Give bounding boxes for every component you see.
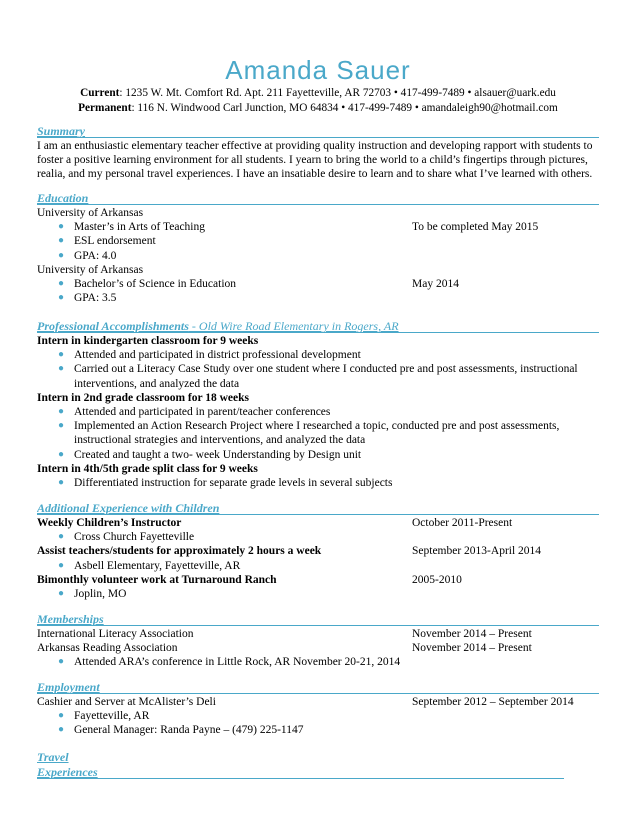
bullet-icon: ●	[58, 476, 65, 488]
list-item: ● ESL endorsement	[58, 235, 156, 248]
contact-permanent	[37, 101, 599, 115]
intern-title: Intern in 4th/5th grade split class for 9 weeks	[37, 462, 258, 475]
section-heading	[37, 191, 599, 206]
permanent-label: Permanent	[78, 102, 132, 114]
date: November 2014 – Present	[412, 628, 532, 640]
section-heading	[37, 750, 564, 765]
section-heading	[37, 612, 599, 627]
travel-heading-line1: Travel	[37, 750, 69, 764]
employment-section	[37, 680, 599, 738]
bullet-icon: ●	[58, 420, 65, 432]
intern-title: Intern in 2nd grade classroom for 18 weeks	[37, 391, 250, 404]
bullet-icon: ●	[58, 363, 65, 375]
professional-heading: Professional Accomplishments	[37, 319, 189, 333]
date: September 2013-April 2014	[412, 545, 542, 558]
bullet-icon: ●	[58, 221, 65, 233]
bullet-icon: ●	[58, 559, 65, 571]
list-item: ● Cross Church Fayetteville	[58, 531, 195, 544]
job-row: Assist teachers/students for approximately 2 hours a week September 2013-April 2014	[37, 545, 542, 558]
list-item: ● Asbell Elementary, Fayetteville, AR	[58, 559, 241, 572]
bullet-icon: ●	[58, 292, 65, 304]
job-row: Weekly Children’s Instructor October 2011-Present	[37, 517, 513, 529]
travel-section	[37, 750, 564, 780]
current-label: Current	[80, 87, 120, 99]
section-heading	[37, 765, 564, 780]
job-row: Bimonthly volunteer work at Turnaround Ranch 2005-2010	[37, 573, 462, 586]
education-heading: Education	[37, 191, 89, 205]
bullet-icon: ●	[58, 656, 65, 668]
list-item: ● Bachelor’s of Science in Education May 2014	[58, 277, 459, 290]
school-name: University of Arkansas	[37, 263, 144, 276]
date: To be completed May 2015	[412, 221, 539, 234]
professional-section	[37, 319, 599, 490]
summary-line: foster a positive learning environment for all students. I yearn to bring the world to a child’s fingertips through pictures,	[37, 154, 588, 167]
date: 2005-2010	[412, 573, 462, 586]
summary-line: realia, and my personal travel experiences. I have an insatiable desire to learn and to share what I’ve learned with others.	[37, 168, 593, 181]
summary-heading: Summary	[37, 124, 86, 138]
list-item: ● Master’s in Arts of Teaching To be completed May 2015	[58, 221, 539, 234]
section-heading	[37, 319, 599, 334]
date: November 2014 – Present	[412, 642, 532, 655]
candidate-name: Amanda Sauer	[225, 55, 411, 85]
list-item: ● Differentiated instruction for separate grade levels in several subjects	[58, 476, 393, 489]
bullet-icon: ●	[58, 235, 65, 247]
section-heading	[37, 680, 599, 695]
list-item-continuation: instructional strategies and interventions, and analyzed the data	[74, 434, 366, 447]
memberships-section	[37, 612, 599, 670]
membership-row: Arkansas Reading Association November 2014 – Present	[37, 642, 532, 655]
bullet-icon: ●	[58, 448, 65, 460]
travel-heading-line2: Experiences	[37, 765, 98, 779]
section-heading	[37, 124, 599, 139]
list-item: ● GPA: 3.5	[58, 292, 117, 305]
additional-heading: Additional Experience with Children	[37, 501, 220, 515]
contact-current	[37, 86, 599, 100]
list-item-continuation: interventions, and analyzed the data	[74, 377, 240, 390]
bullet-icon: ●	[58, 277, 65, 289]
bullet-icon: ●	[58, 349, 65, 361]
memberships-heading: Memberships	[37, 612, 104, 626]
list-item: ● Fayetteville, AR	[58, 710, 150, 723]
section-heading	[37, 501, 599, 516]
list-item: ● Attended and participated in parent/teacher conferences	[58, 405, 331, 418]
intern-title: Intern in kindergarten classroom for 9 weeks	[37, 335, 259, 347]
list-item: ● Carried out a Literacy Case Study over one student where I conducted pre and post assessments, instructional	[58, 363, 578, 376]
employment-heading: Employment	[37, 680, 100, 694]
date: September 2012 – September 2014	[412, 696, 574, 708]
date: May 2014	[412, 277, 459, 290]
permanent-text: : 116 N. Windwood Carl Junction, MO 64834 • 417-499-7489 • amandaleigh90@hotmail.com	[131, 102, 558, 114]
list-item: ● General Manager: Randa Payne – (479) 225-1147	[58, 724, 304, 737]
school-name: University of Arkansas	[37, 207, 144, 219]
list-item: ● Implemented an Action Research Project where I researched a topic, conducted pre and post assessments,	[58, 420, 560, 433]
list-item: ● Created and taught a two- week Understanding by Design unit	[58, 448, 362, 461]
additional-section	[37, 501, 599, 601]
bullet-icon: ●	[58, 405, 65, 417]
current-text: : 1235 W. Mt. Comfort Rd. Apt. 211 Fayetteville, AR 72703 • 417-499-7489 • alsauer@uark.edu	[119, 87, 556, 99]
list-item: ● GPA: 4.0	[58, 249, 117, 262]
list-item: ● Attended and participated in district professional development	[58, 349, 361, 362]
list-item: ● Joplin, MO	[58, 587, 127, 600]
list-item: ● Attended ARA’s conference in Little Rock, AR November 20-21, 2014	[58, 656, 401, 669]
summary-line: I am an enthusiastic elementary teacher effective at providing quality instruction and developing rapport with students to	[37, 140, 593, 152]
summary-section	[37, 124, 599, 182]
bullet-icon: ●	[58, 587, 65, 599]
bullet-icon: ●	[58, 710, 65, 722]
education-section	[37, 191, 599, 305]
professional-subheading: - Old Wire Road Elementary in Rogers, AR	[188, 319, 399, 333]
bullet-icon: ●	[58, 531, 65, 543]
bullet-icon: ●	[58, 724, 65, 736]
date: October 2011-Present	[412, 517, 513, 529]
job-row: Cashier and Server at McAlister’s Deli September 2012 – September 2014	[37, 696, 574, 708]
membership-row: International Literacy Association November 2014 – Present	[37, 628, 532, 640]
bullet-icon: ●	[58, 249, 65, 261]
